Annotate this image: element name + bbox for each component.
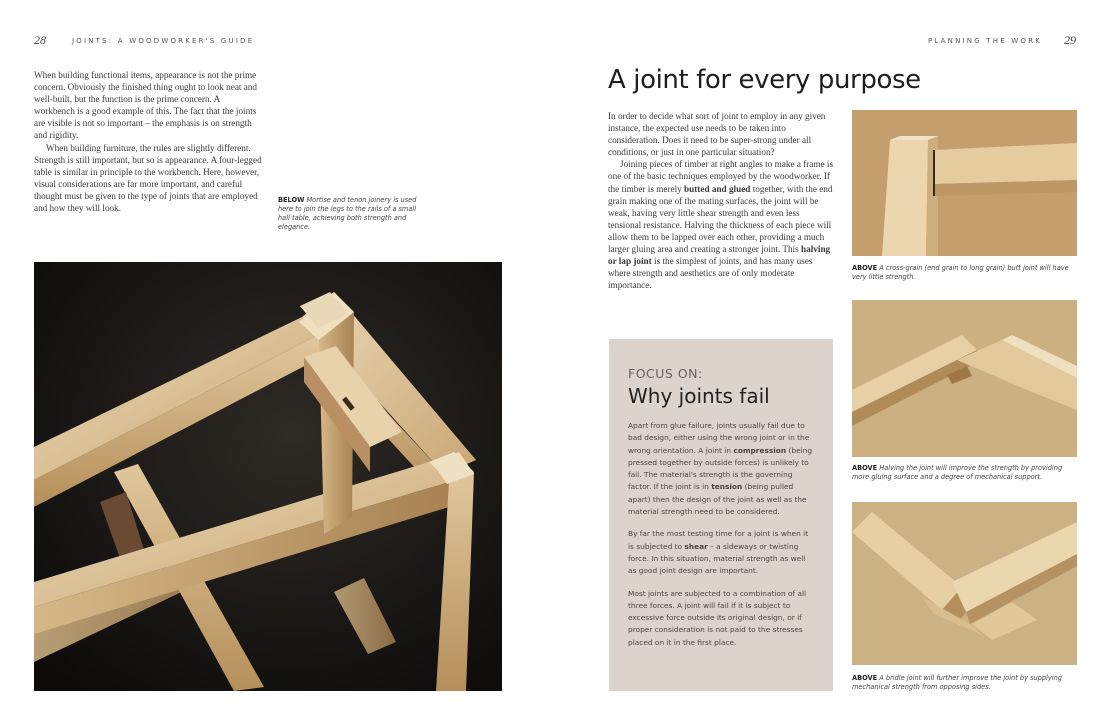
butt-joint-photo — [852, 110, 1077, 256]
intro-text-d: is the simplest of joints, and has many uses where strength and aesthetics are of only moderate importance. — [608, 256, 813, 291]
left-body-text — [34, 69, 262, 214]
left-running-head: JOINTS: A WOODWORKER'S GUIDE — [72, 37, 255, 45]
focus-title: Why joints fail — [628, 384, 770, 408]
intro-paragraph-1: In order to decide what sort of joint to employ in any given instance, the expected use needs to be taken into consideration. Does it need to be super-strong under all conditions, or just in one particular situation? — [608, 111, 826, 158]
caption-text: Mortise and tenon joinery is used here to join the legs to the rails of a small hall table, achieving both strength and elegance. — [278, 196, 417, 231]
intro-text-a: Joining pieces of timber at right angles to make a frame is one of the basic techniques employed by the woodworker. If the timber is merely — [608, 159, 834, 194]
caption-butt-joint — [852, 264, 1077, 282]
focus-p2-c: – a sideways or twisting force. In this situation, material strength as well as good joint design are important. — [628, 541, 806, 576]
hall-table-illustration — [34, 262, 502, 691]
bridle-joint-illustration — [852, 502, 1077, 665]
page-title: A joint for every purpose — [608, 65, 921, 95]
caption-bridle-joint — [852, 674, 1077, 692]
focus-paragraph-3: Most joints are subjected to a combination of all three forces. A joint will fail if it is subject to excessive force outside its original design, or if proper consideration is not paid to the stresses placed on it in the first place. — [628, 588, 807, 647]
bridle-joint-photo — [852, 502, 1077, 665]
focus-p1-a: Apart from glue failure, joints usually fail due to bad design, either using the wrong joint or in the wrong orientation. A joint in — [628, 421, 810, 455]
focus-paragraph-2 — [628, 528, 814, 577]
intro-paragraph-2 — [608, 158, 834, 291]
intro-bold-butted: butted and glued — [684, 183, 751, 194]
focus-bold-tension: tension — [711, 482, 743, 492]
right-body-text — [608, 110, 834, 291]
halving-joint-illustration — [852, 300, 1077, 457]
caption-halving-joint — [852, 464, 1077, 482]
focus-bold-shear: shear — [684, 541, 708, 551]
left-page-number: 28 — [34, 33, 46, 47]
caption-bridle-text: A bridle joint will further improve the joint by supplying mechanical strength from opposing sides. — [852, 674, 1062, 691]
focus-p1-d: (being pulled apart) then the design of the joint as well as the material strength need to be considered. — [628, 482, 807, 517]
intro-bold-halving: halving or lap joint — [608, 244, 831, 267]
caption-butt-text: A cross-grain (end grain to long grain) butt joint will have very little strength. — [852, 264, 1069, 281]
right-page-number: 29 — [1064, 33, 1076, 47]
focus-bold-compression: compression — [733, 445, 787, 455]
focus-p1-c: (being pressed together by outside forces) is unlikely to fail. The material's strength is the governing factor. If the joint is in — [628, 445, 813, 492]
focus-text — [628, 420, 814, 659]
caption-label: BELOW — [278, 196, 305, 204]
butt-joint-illustration — [852, 110, 1077, 256]
left-body-paragraph-2: When building furniture, the rules are slightly different. Strength is still important, but so is appearance. A four-legged table is similar in principle to the workbench. Here, however, visual considerations are far more important, and careful thought must be given to the type of joints that are employed and how they will look. — [34, 142, 262, 214]
focus-p2-a: By far the most testing time for a joint is when it is subjected to — [628, 529, 809, 551]
focus-box — [609, 339, 833, 691]
caption-bridle-label: ABOVE — [852, 674, 878, 682]
caption-halving-text: Halving the joint will improve the strength by providing more gluing surface and a degree of mechanical support. — [852, 464, 1063, 481]
left-caption — [278, 196, 428, 232]
right-running-head: PLANNING THE WORK — [928, 37, 1042, 45]
focus-paragraph-1 — [628, 420, 814, 518]
intro-text-c: together, with the end grain making one of the mating surfaces, the joint will be weak, having very little shear strength and even less tensional resistance. Halving the thickness of each piece will allow them to be lapped over each other, providing a much larger gluing area and creating a stronger joint. This — [608, 183, 833, 255]
focus-label: FOCUS ON: — [628, 366, 703, 381]
caption-butt-label: ABOVE — [852, 264, 878, 272]
caption-halving-label: ABOVE — [852, 464, 878, 472]
hall-table-photo — [34, 262, 502, 691]
left-body-paragraph-1: When building functional items, appearance is not the prime concern. Obviously the finished thing ought to look neat and well-built, but the function is the prime concern. A workbench is a good example of this. The fact that the joints are visible is not so important – the emphasis is on strength and rigidity. — [34, 70, 258, 141]
halving-joint-photo — [852, 300, 1077, 457]
